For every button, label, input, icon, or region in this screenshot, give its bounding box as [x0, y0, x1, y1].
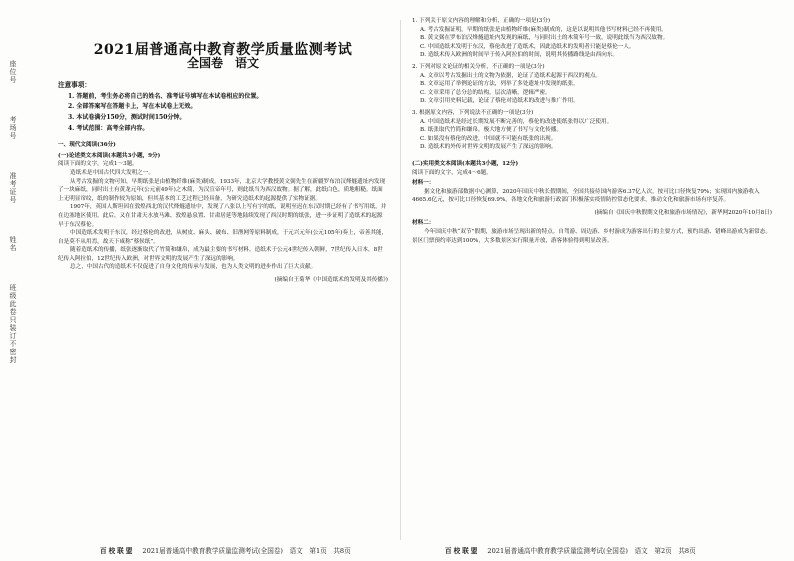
option: D. 文章引用史料记载，论证了蔡伦对造纸术的改进与推广作用。	[420, 98, 579, 105]
section-heading: (二)实用类文本阅读(本题共3小题，12分)	[412, 160, 519, 167]
notice-item: 1. 答题前，考生务必将自己的姓名、准考证号填写在本试卷相应的位置。	[68, 92, 263, 100]
page-footer	[100, 545, 351, 555]
passage-paragraph: 1907年，英国人斯坦因在敦煌西北的汉代烽燧遗址中，发现了八张以上写有字的纸，说明至迟在东汉时期已经有了书写用纸，并在边塞地区使用。此后，又在甘肃天水放马滩、敦煌悬泉置、甘肃居延等地陆续发现了西汉时期的纸张，进一步证明了造纸术的起源早于东汉蔡伦。	[58, 204, 387, 228]
seal-notice: 此卷只装订不密封	[9, 300, 17, 364]
option: D. 造纸术的外传对世界文明的发展产生了深远的影响。	[420, 144, 557, 151]
option: C. 中国造纸术发明于东汉，蔡伦改进了造纸术，因此造纸术的发明者只能是蔡伦一人。	[420, 43, 635, 50]
footer-text: 2021届普通高中教育教学质量监测考试(全国卷) 语文 第2页 共8页	[487, 547, 696, 555]
notice-item: 3. 本试卷满分150分，测试时间150分钟。	[68, 113, 186, 121]
section-heading: 一、现代文阅读(36分)	[58, 142, 116, 149]
exam-subtitle: 全国卷 语文	[186, 55, 259, 70]
subsection-heading: (一)论述类文本阅读(本题共3小题，9分)	[58, 152, 161, 159]
option: A. 考古发掘证明，早期的纸张是由植物纤维(麻类)制成的，这是以说明其他书写材料已经不再使用。	[420, 26, 667, 33]
option: C. 如果没有蔡伦的改进，中国就不可能有纸张的出现。	[420, 135, 557, 142]
passage-source: (摘编自王菊华《中国造纸术的发明及其传播》)	[274, 277, 388, 284]
option: C. 文章采用了总分总的结构，层次清晰，逻辑严密。	[420, 89, 551, 96]
student-info-fields: 座位号 考场号 准考证号 姓名 班级	[9, 60, 17, 300]
option: B. 黄文弼在罗布泊汉烽燧遗址内发现的麻纸，与同时出土的木简年号一致，说明此纸当为西汉故物。	[420, 35, 669, 42]
question-3: 3. 根据原文内容，下列说法不正确的一项是(3分)	[412, 109, 534, 116]
material-text: 今年国庆中秋“双节”假期，旅游市场呈现出新的特点。自驾游、周边游、乡村游成为游客出行的主要方式，预约出游、错峰出游成为新常态。景区门票预约率达到100%，大多数景区实行限量开放，游客体验得到明显改善。	[412, 229, 771, 244]
passage-paragraph: 从考古发掘的文物可知，早期纸张是由植物纤维(麻类)制成。1933年，北京大学教授黄文弼先生在新疆罗布泊汉烽燧遗址内发现了一块麻纸，同时出土有黄龙元年(公元前49年)之木简，为汉宣帝年号，则此纸当为西汉故物。据了解，此纸白色，质地粗糙。纸面上无明显帘纹，纸的制作较为原始，但其基本的工艺过程已经具备，为研究造纸术的起源提供了实物证据。	[58, 178, 386, 202]
notice-block	[58, 81, 388, 133]
passage-paragraph: 随着造纸术的传播，纸张逐渐取代了竹简和缣帛，成为最主要的书写材料。造纸术于公元4世纪传入朝鲜，7世纪传入日本，8世纪传入阿拉伯，12世纪传入欧洲，对世界文明的发展产生了深远的影响。	[58, 247, 383, 262]
reading-instruction: 阅读下面的文字，完成1～3题。	[58, 161, 138, 168]
material-source: (摘编自《国庆中秋假期文化和旅游市场情况》，新华网2020年10月8日)	[594, 209, 772, 216]
question-2: 2. 下列对原文论证的相关分析，不正确的一项是(3分)	[412, 63, 545, 70]
material-title: 材料一：	[412, 180, 435, 187]
option: D. 造纸术传入欧洲的时间早于传入阿拉伯的时间，说明其传播路线是由西向东。	[420, 52, 619, 59]
passage-paragraph: 总之，中国古代的造纸术不仅促进了自身文化的传承与发展，也为人类文明的进步作出了巨大贡献。	[70, 264, 317, 271]
option: B. 文章运用了举例论证的方法，列举了多处遗址中发现的纸张。	[420, 81, 579, 88]
page-footer	[445, 545, 696, 555]
material-text: 据文化和旅游部数据中心测算，2020年国庆中秋长假期间，全国共接待国内游客6.37亿人次，按可比口径恢复79%；实现国内旅游收入4665.6亿元，按可比口径恢复69.9%。各地文化和旅游行政部门积极落实疫情防控常态化要求，推动文化和旅游市场有序复苏。	[412, 188, 760, 204]
notice-item: 2. 全部答案写在答题卡上，写在本试卷上无效。	[68, 103, 197, 111]
column-divider	[400, 20, 401, 540]
footer-brand: 百校联盟	[445, 547, 480, 555]
reading-instruction: 阅读下面的文字，完成4～6题。	[412, 169, 492, 176]
notice-title: 注意事项：	[58, 81, 91, 90]
footer-brand: 百校联盟	[100, 547, 135, 555]
passage-paragraph: 中国造纸术发明于东汉，经过蔡伦的改进，从树皮、麻头、破布、旧渔网等原料制成，于元兴元年(公元105年)奏上，帝善其能，自是莫不从用焉，故天下咸称“蔡侯纸”。	[58, 230, 388, 245]
option: A. 文章以考古发掘出土的文物为依据，论证了造纸术起源于西汉的观点。	[420, 72, 602, 79]
footer-text: 2021届普通高中教育教学质量监测考试(全国卷) 语文 第1页 共8页	[142, 547, 351, 555]
question-1: 1. 下列关于原文内容的理解和分析，正确的一项是(3分)	[412, 18, 551, 24]
left-column	[58, 40, 388, 545]
right-column	[412, 14, 772, 544]
option: A. 中国造纸术是经过长期发展不断完善的，蔡伦的改进使纸张得以广泛使用。	[420, 118, 613, 125]
notice-item: 4. 考试范围：高考全部内容。	[68, 124, 149, 132]
binding-margin	[0, 0, 40, 561]
material-title: 材料二：	[412, 220, 435, 227]
exam-title: 2021届普通高中教育教学质量监测考试	[93, 42, 353, 58]
option: B. 纸张取代竹简和缣帛，极大地方便了书写与文化传播。	[420, 127, 562, 134]
passage-paragraph: 造纸术是中国古代四大发明之一。	[70, 169, 154, 176]
